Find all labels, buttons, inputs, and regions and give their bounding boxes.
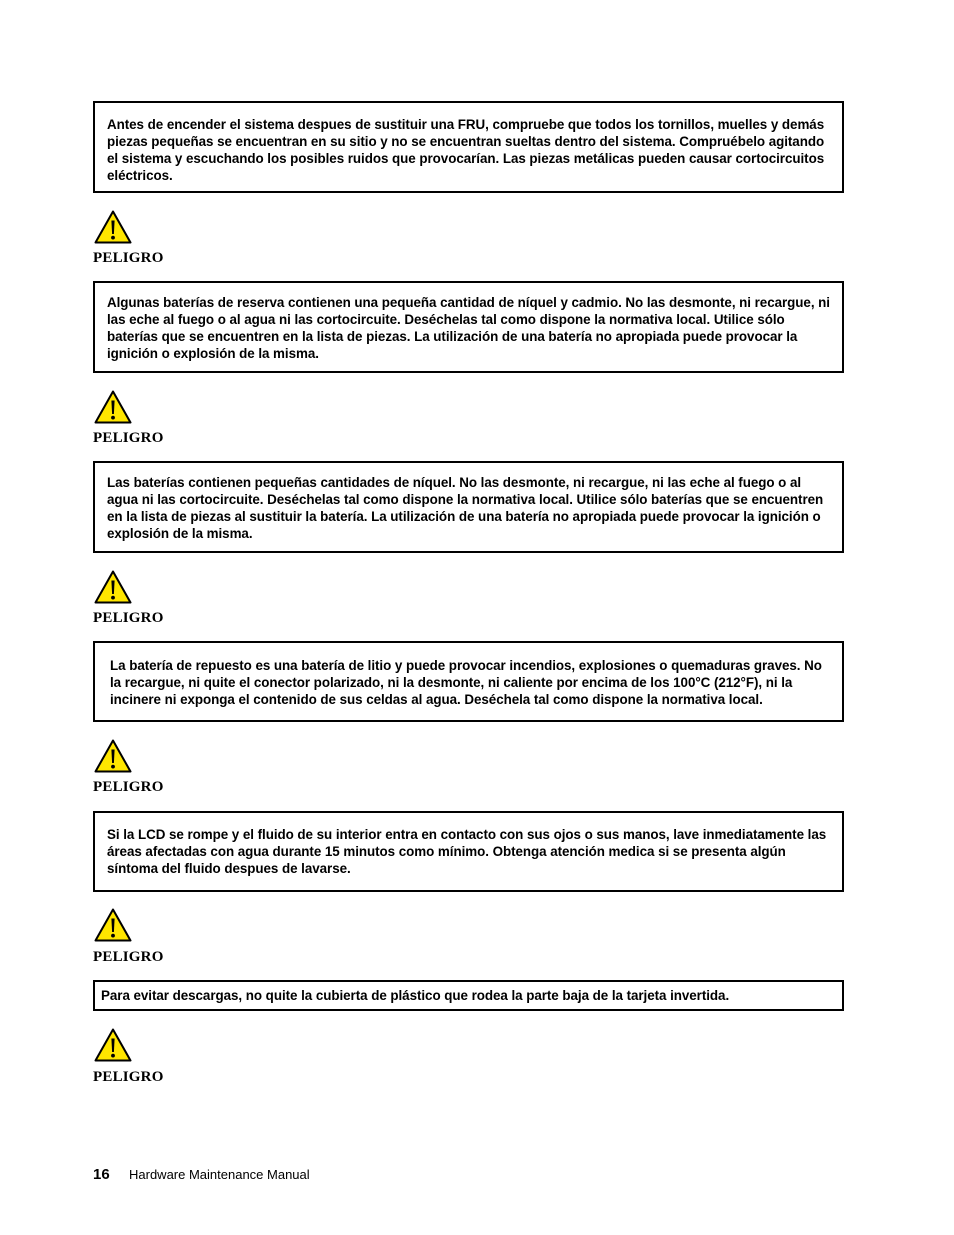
warning-triangle-icon bbox=[94, 570, 132, 604]
warning-triangle-icon bbox=[94, 908, 132, 942]
danger-label: PELIGRO bbox=[93, 610, 164, 626]
notice-text: Antes de encender el sistema despues de sustituir una FRU, compruebe que todos los tornillos, muelles y demás piezas pequeñas se encuentran en su sitio y no se encuentran sueltas dentro del sistema. Compruébelo agitando el sistema y escuchando los posibles ruidos que provocarían. Las piezas metálicas pueden causar cortocircuitos eléctricos. bbox=[107, 117, 825, 183]
notice-text: Algunas baterías de reserva contienen una pequeña cantidad de níquel y cadmio. No las desmonte, ni recargue, ni las eche al fuego o al agua ni las cortocircuite. Deséchelas tal como dispone la normativa local. Utilice sólo baterías que se encuentren en la lista de piezas. La utilización de una batería no apropiada puede provocar la ignición o explosión de la misma. bbox=[107, 295, 830, 361]
warning-triangle-icon bbox=[94, 739, 132, 773]
notice-text: La batería de repuesto es una batería de litio y puede provocar incendios, explosiones o quemaduras graves. No la recargue, ni quite el conector polarizado, ni la desmonte, ni caliente por encima de los 100°C (212°F), ni la incinere ni exponga el contenido de sus celdas al agua. Deséchela tal como dispone la normativa local. bbox=[110, 658, 822, 707]
notice-text: Las baterías contienen pequeñas cantidades de níquel. No las desmonte, ni recargue, ni las eche al fuego o al agua ni las cortocircuite. Deséchelas tal como dispone la normativa local. Utilice sólo baterías que se encuentren en la lista de piezas al sustituir la batería. La utilización de una batería no apropiada puede provocar la ignición o explosión de la misma. bbox=[107, 475, 824, 541]
warning-triangle-icon bbox=[94, 1028, 132, 1062]
notice-text: Para evitar descargas, no quite la cubierta de plástico que rodea la parte baja de la tarjeta invertida. bbox=[101, 988, 730, 1003]
danger-label: PELIGRO bbox=[93, 949, 164, 965]
danger-label: PELIGRO bbox=[93, 1069, 164, 1085]
danger-notice-lithium-battery bbox=[93, 641, 844, 722]
notice-text: Si la LCD se rompe y el fluido de su interior entra en contacto con sus ojos o sus manos, lave inmediatamente las áreas afectadas con agua durante 15 minutos como mínimo. Obtenga atención medica si se presenta algún síntoma del fluido despues de lavarse. bbox=[107, 827, 827, 876]
page-number: 16 bbox=[93, 1166, 110, 1183]
caution-notice-fru bbox=[93, 101, 844, 193]
document-title: Hardware Maintenance Manual bbox=[129, 1167, 310, 1182]
page-footer bbox=[93, 1166, 310, 1186]
danger-notice-lcd-fluid bbox=[93, 811, 844, 892]
danger-label: PELIGRO bbox=[93, 250, 164, 266]
danger-label: PELIGRO bbox=[93, 430, 164, 446]
danger-notice-nicad-battery bbox=[93, 281, 844, 373]
warning-triangle-icon bbox=[94, 390, 132, 424]
danger-notice-inverter-card bbox=[93, 980, 844, 1011]
danger-notice-nickel-battery bbox=[93, 461, 844, 553]
danger-label: PELIGRO bbox=[93, 779, 164, 795]
warning-triangle-icon bbox=[94, 210, 132, 244]
